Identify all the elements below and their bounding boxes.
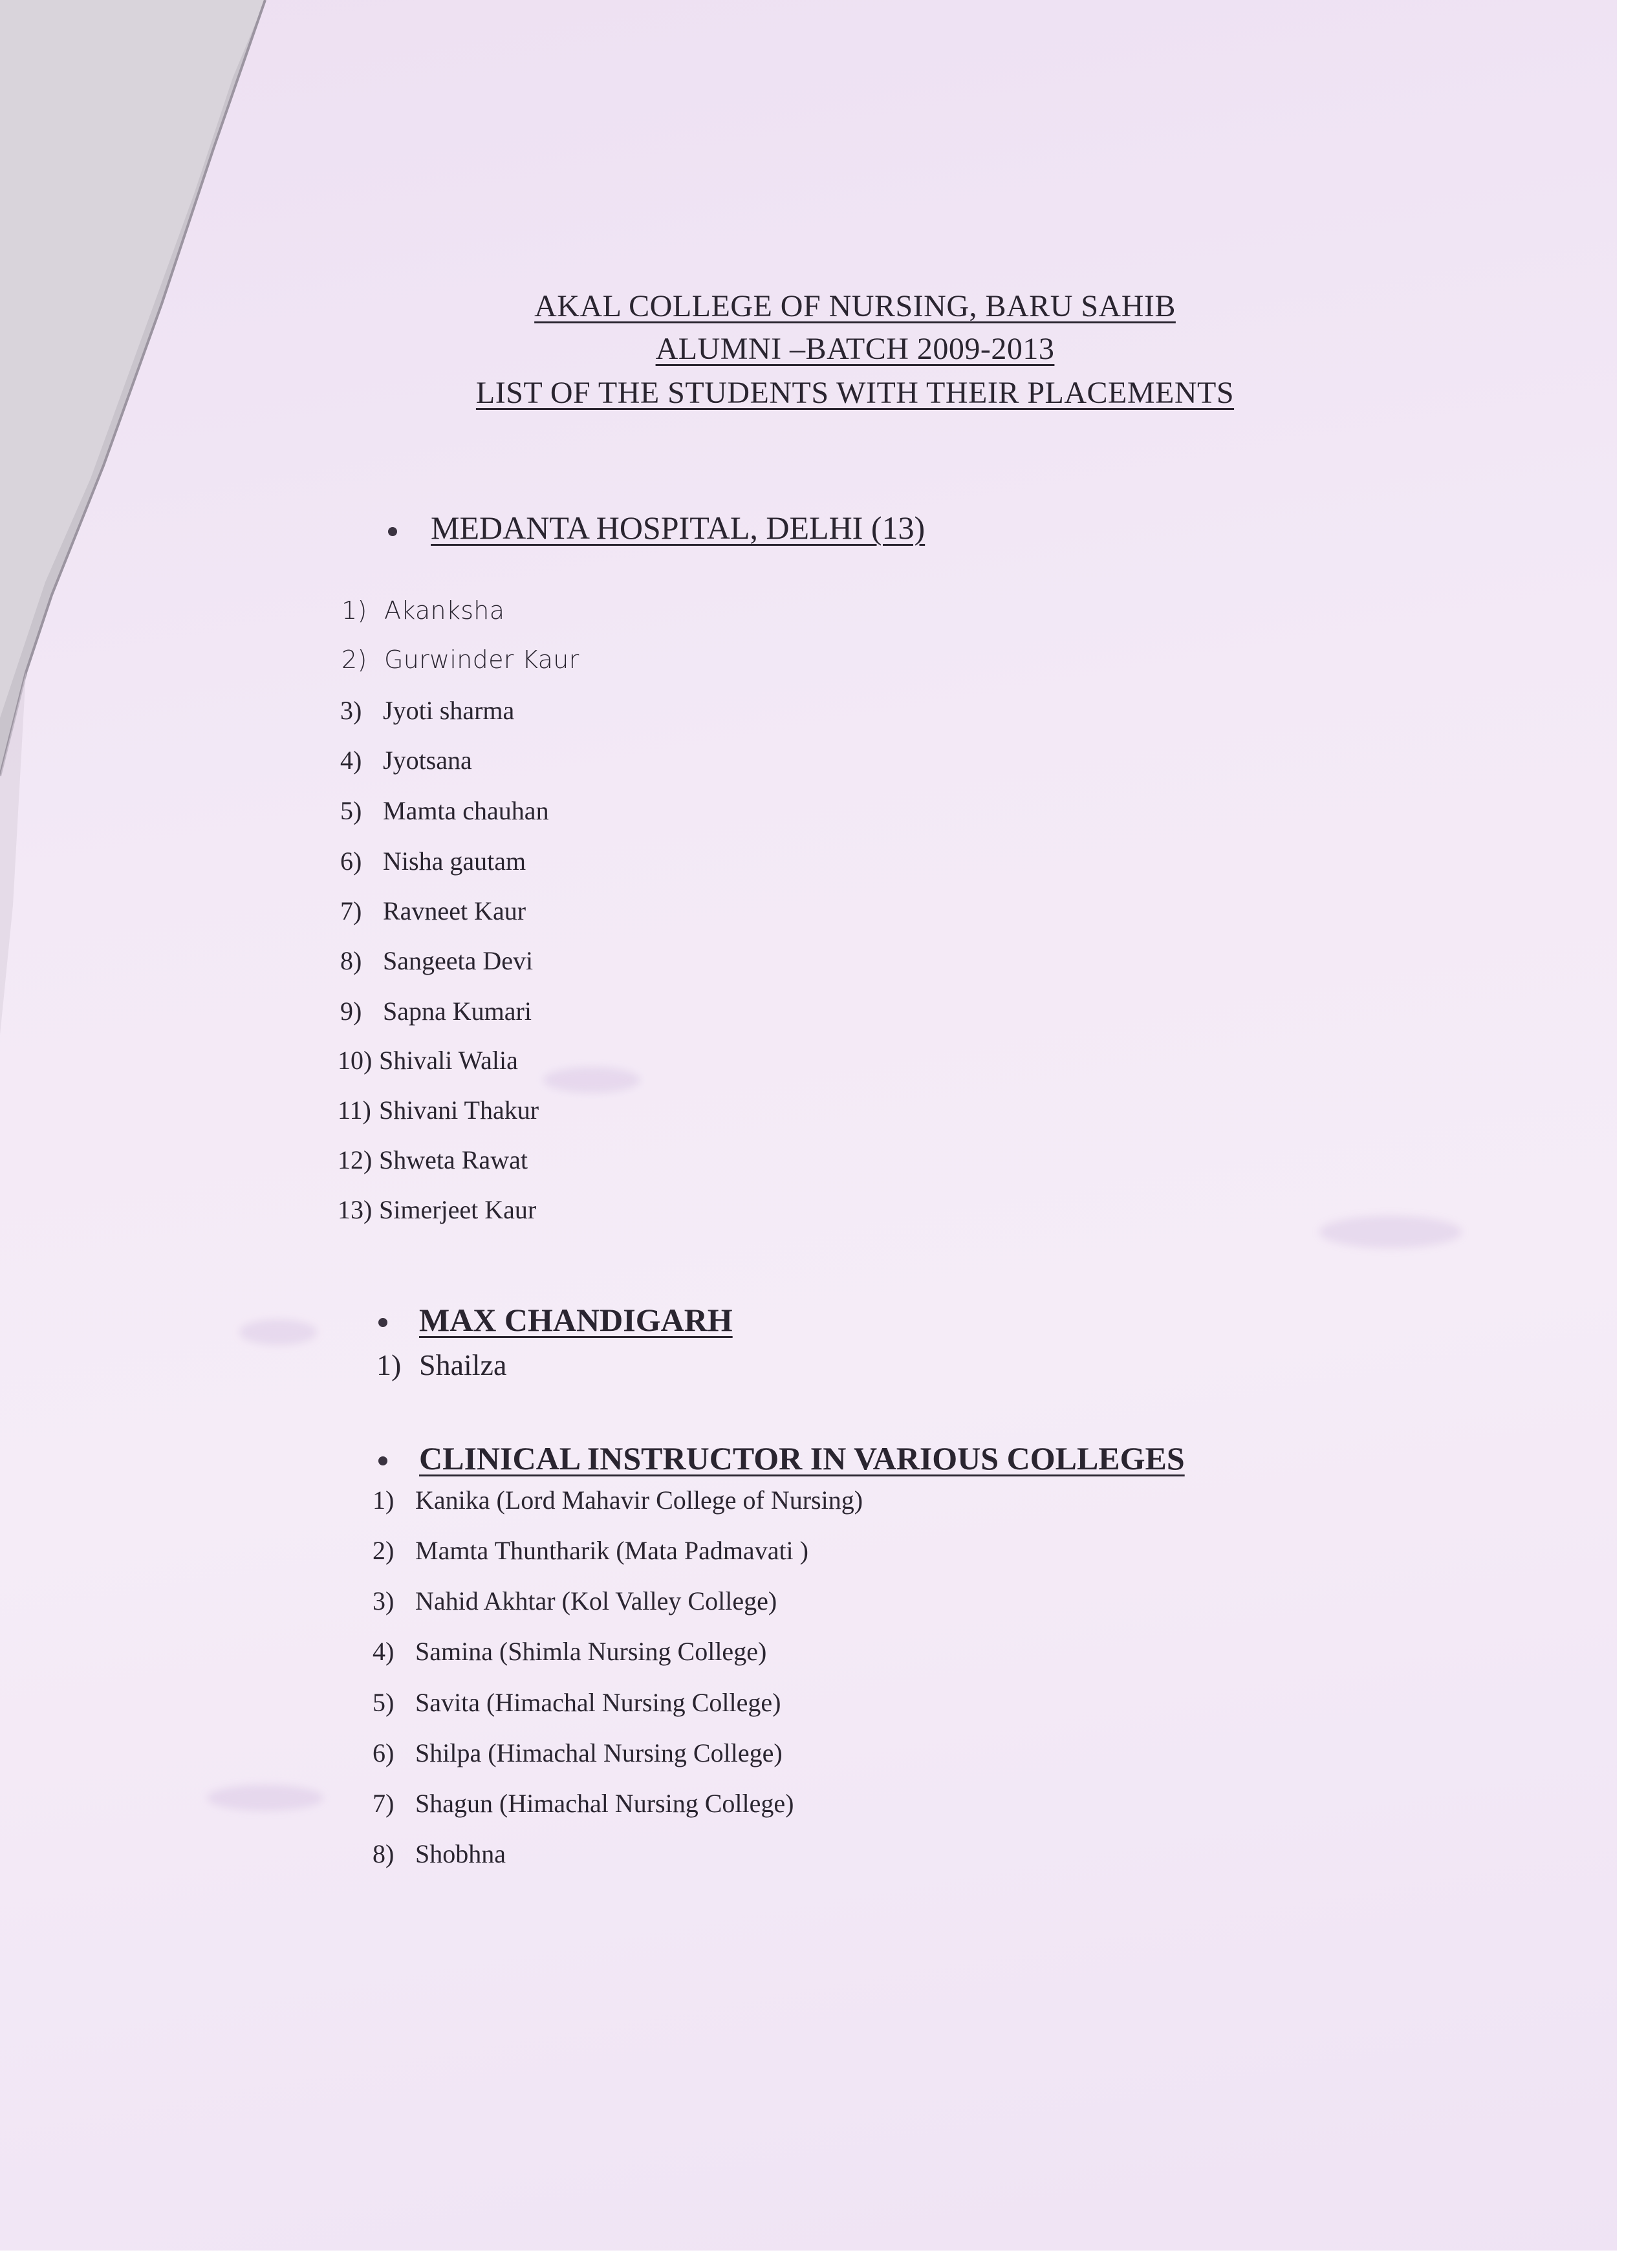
- list-item: 7) Ravneet Kaur: [340, 896, 526, 925]
- section-title-clinical: CLINICAL INSTRUCTOR IN VARIOUS COLLEGES: [419, 1440, 1185, 1476]
- list-item: 11) Shivani Thakur: [338, 1096, 539, 1125]
- list-item: 3) Nahid Akhtar (Kol Valley College): [373, 1586, 777, 1615]
- list-item: 6) Nisha gautam: [340, 847, 526, 876]
- bullet-icon: [388, 527, 397, 536]
- ink-smudge: [207, 1785, 323, 1811]
- section-title-max: MAX CHANDIGARH: [419, 1302, 733, 1338]
- list-item: 8) Sangeeta Devi: [340, 946, 534, 975]
- list-item: 10) Shivali Walia: [338, 1046, 518, 1075]
- ink-smudge: [239, 1319, 317, 1345]
- batch-title: ALUMNI –BATCH 2009-2013: [655, 332, 1055, 366]
- section-title-medanta: MEDANTA HOSPITAL, DELHI (13): [431, 510, 926, 546]
- list-item: 9) Sapna Kumari: [340, 997, 532, 1026]
- list-item: 3) Jyoti sharma: [340, 696, 515, 725]
- list-item: 2) Mamta Thuntharik (Mata Padmavati ): [373, 1536, 808, 1565]
- list-item: 13) Simerjeet Kaur: [338, 1195, 537, 1224]
- ink-smudge: [543, 1067, 640, 1093]
- bullet-icon: [378, 1456, 387, 1465]
- list-item: 1) Shailza: [376, 1348, 507, 1381]
- list-item: 5) Savita (Himachal Nursing College): [373, 1688, 781, 1717]
- bullet-icon: [378, 1318, 387, 1327]
- ink-smudge: [1319, 1216, 1462, 1248]
- list-item: 4) Samina (Shimla Nursing College): [373, 1637, 767, 1666]
- list-item: 8) Shobhna: [373, 1839, 506, 1868]
- list-title: LIST OF THE STUDENTS WITH THEIR PLACEMENTS: [475, 376, 1235, 410]
- list-item: 5) Mamta chauhan: [340, 796, 549, 825]
- college-title: AKAL COLLEGE OF NURSING, BARU SAHIB: [534, 289, 1176, 323]
- list-item: 4) Jyotsana: [340, 746, 472, 775]
- list-item: 2) Gurwinder Kaur: [341, 645, 579, 674]
- list-item: 7) Shagun (Himachal Nursing College): [373, 1789, 794, 1818]
- list-item: 1) Kanika (Lord Mahavir College of Nursing): [373, 1485, 863, 1515]
- list-item: 1) Akanksha: [341, 596, 505, 625]
- list-item: 6) Shilpa (Himachal Nursing College): [373, 1738, 783, 1767]
- list-item: 12) Shweta Rawat: [338, 1145, 528, 1174]
